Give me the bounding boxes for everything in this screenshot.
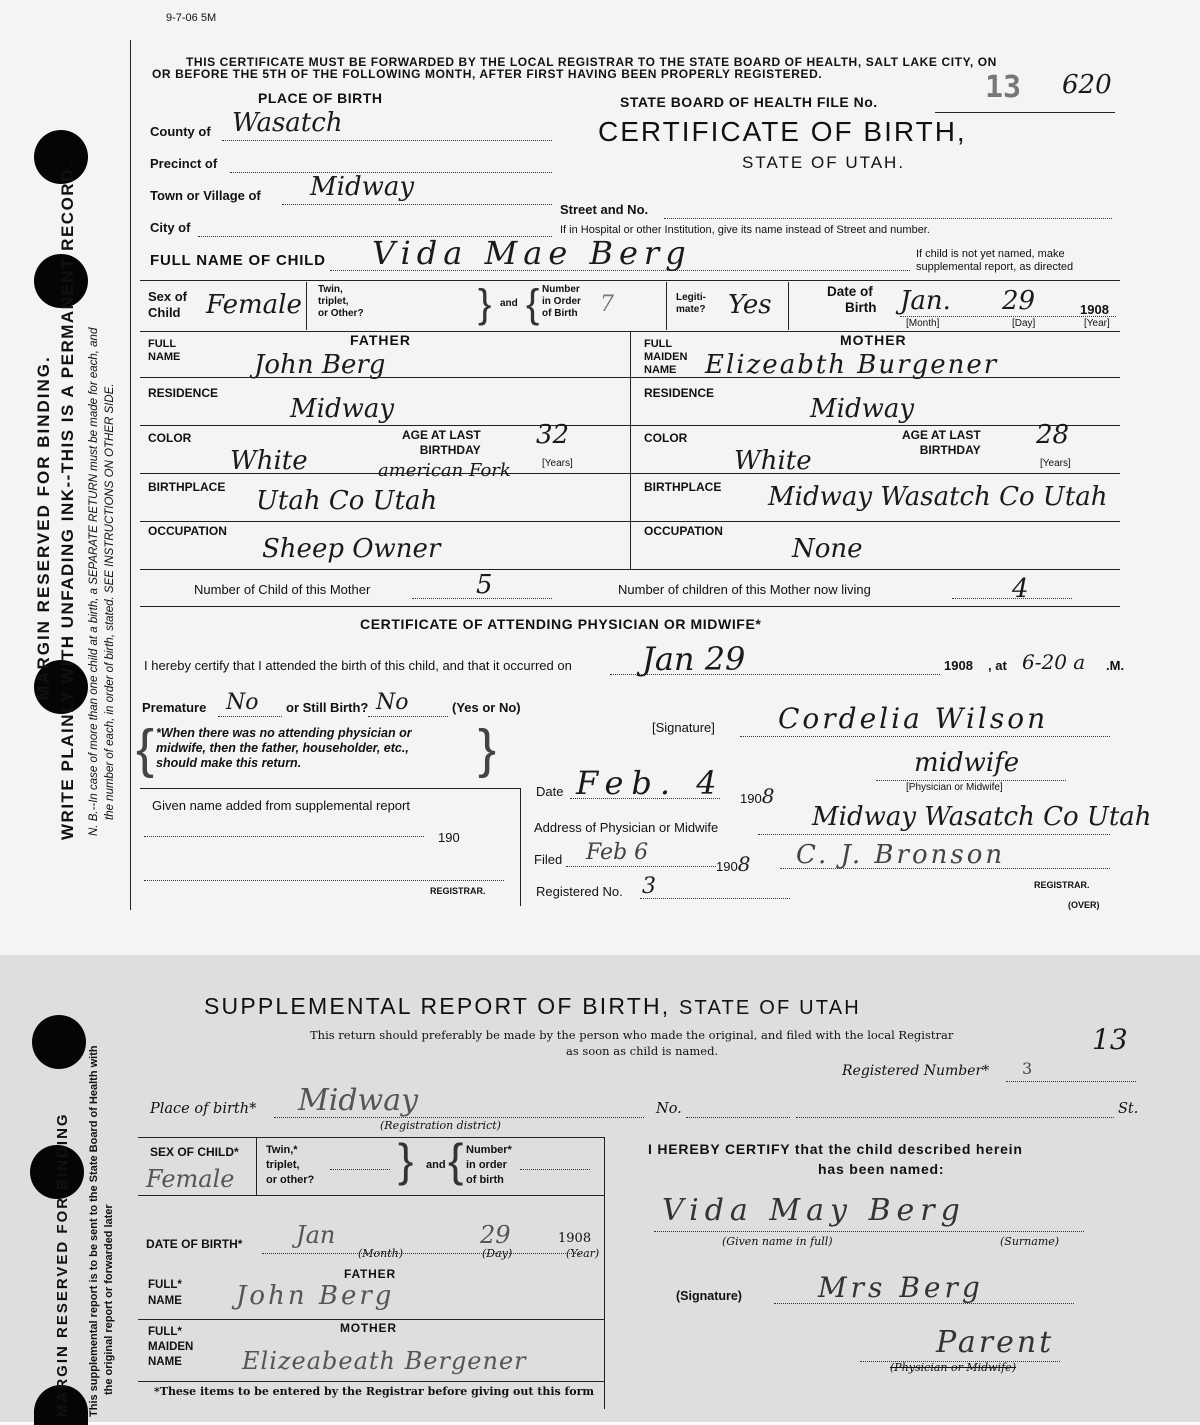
rule bbox=[666, 282, 667, 330]
physician-title: CERTIFICATE OF ATTENDING PHYSICIAN OR MIDWIFE* bbox=[360, 616, 762, 632]
supp-year-caption: (Year) bbox=[566, 1247, 600, 1260]
order-label-3: of Birth bbox=[542, 308, 578, 319]
supp-father-title: FATHER bbox=[344, 1267, 396, 1281]
town-label: Town or Village of bbox=[150, 188, 261, 203]
birth-time-hw: 6-20 a bbox=[1022, 650, 1086, 674]
file-number-handwritten: 620 bbox=[1062, 70, 1112, 100]
supp-twin-1: Twin,* bbox=[266, 1144, 298, 1156]
mother-birthplace-label: BIRTHPLACE bbox=[644, 480, 722, 494]
supp-sex-value: Female bbox=[146, 1165, 235, 1193]
full-label: FULL bbox=[644, 338, 673, 350]
rule bbox=[140, 425, 1120, 426]
town-value: Midway bbox=[310, 172, 415, 202]
mother-name: Elizeabth Burgener bbox=[705, 350, 999, 380]
notice-line1: THIS CERTIFICATE MUST BE FORWARDED BY THE LOCAL REGISTRAR TO THE STATE BOARD OF HEALTH, SALT LAKE CITY, ON bbox=[186, 55, 997, 69]
month-caption: [Month] bbox=[906, 318, 940, 329]
father-years-caption: [Years] bbox=[542, 458, 573, 469]
twin-label bbox=[318, 284, 364, 320]
supp-signature-value: Mrs Berg bbox=[818, 1271, 984, 1304]
father-title: FATHER bbox=[350, 332, 411, 348]
age-label-1: AGE AT LAST bbox=[402, 428, 481, 442]
father-occupation: Sheep Owner bbox=[262, 534, 441, 564]
supp-intro-2: as soon as child is named. bbox=[566, 1044, 719, 1058]
mother-birthplace: Midway Wasatch Co Utah bbox=[768, 482, 1108, 512]
supp-registered-value: 3 bbox=[1022, 1059, 1033, 1078]
supp-father-name: John Berg bbox=[236, 1281, 395, 1311]
date-label: Date bbox=[536, 784, 564, 799]
rule bbox=[140, 521, 1120, 522]
supp-dob-year bbox=[558, 1231, 591, 1246]
supp-registered-label: Registered Number* bbox=[842, 1063, 990, 1079]
supp-num-2: in order bbox=[466, 1159, 507, 1171]
age-label-1: AGE AT LAST bbox=[902, 428, 981, 442]
supp-twin-label bbox=[266, 1143, 314, 1188]
supp-relation-caption: (Physician or Midwife) bbox=[890, 1361, 1016, 1374]
supp-side-note-1: This supplemental report is to be sent to the State Board of Health with bbox=[88, 1045, 100, 1417]
filed-year-prefix: 190 bbox=[716, 859, 738, 874]
address-line bbox=[758, 834, 1110, 835]
supp-name-label: NAME bbox=[148, 1356, 182, 1368]
birth-date-hw: Jan 29 bbox=[642, 640, 746, 678]
supp-dob-year-prefix: 190 bbox=[558, 1231, 583, 1246]
permanent-record-label: WRITE PLAINLY WITH UNFADING INK--THIS IS A PERMANENT RECORD. bbox=[58, 161, 77, 840]
file-number-label: STATE BOARD OF HEALTH FILE No. bbox=[620, 94, 878, 110]
dob-label: Date of bbox=[827, 284, 873, 299]
brace: } bbox=[398, 1134, 414, 1186]
birth-year bbox=[944, 658, 973, 673]
rule bbox=[788, 282, 789, 330]
signature-label: [Signature] bbox=[652, 720, 715, 735]
day-caption: [Day] bbox=[1012, 318, 1036, 329]
filed-line bbox=[566, 866, 716, 867]
num-child-label: Number of Child of this Mother bbox=[194, 582, 371, 597]
given-name-label: Given name added from supplemental report bbox=[152, 798, 410, 813]
supp-mother-name: Elizeabeath Bergener bbox=[242, 1347, 527, 1375]
mother-color: White bbox=[734, 446, 812, 476]
midwife-note-1: *When there was no attending physician or bbox=[156, 726, 412, 740]
registrar-label: REGISTRAR. bbox=[1034, 880, 1090, 890]
registered-value: 3 bbox=[642, 874, 656, 899]
supp-margin-label: MARGIN RESERVED FOR BINDING bbox=[54, 1112, 71, 1417]
form-code: 9-7-06 5M bbox=[166, 12, 217, 24]
supp-side-note-2: the original report or forwarded later bbox=[103, 1204, 115, 1395]
supp-intro-1: This return should preferably be made by the person who made the original, and filed with the local Registrar bbox=[310, 1028, 954, 1042]
county-label: County of bbox=[150, 124, 211, 139]
given-name-line bbox=[144, 836, 424, 837]
brace: { bbox=[136, 719, 155, 779]
supp-district-caption: (Registration district) bbox=[380, 1119, 501, 1132]
midwife-note-2: midwife, then the father, householder, etc., bbox=[156, 741, 409, 755]
street-label: Street and No. bbox=[560, 202, 649, 217]
supp-mother-name-label bbox=[148, 1325, 193, 1370]
supp-day-caption: (Day) bbox=[482, 1247, 513, 1260]
address-value: Midway Wasatch Co Utah bbox=[812, 802, 1152, 832]
date-year-hw: 8 bbox=[761, 784, 775, 808]
file-number-line bbox=[935, 112, 1115, 113]
mother-occupation: None bbox=[792, 534, 863, 564]
supp-dob-year-hw: 8 bbox=[582, 1231, 592, 1246]
supp-footnote: *These items to be entered by the Registrar before giving out this form bbox=[154, 1385, 595, 1398]
order-label bbox=[542, 284, 581, 320]
rule bbox=[604, 1137, 605, 1409]
signature-value: Cordelia Wilson bbox=[778, 702, 1049, 735]
file-number-stamp: 13 bbox=[985, 70, 1022, 105]
supp-dob-label: DATE OF BIRTH* bbox=[146, 1237, 243, 1251]
still-birth-value: No bbox=[376, 690, 409, 715]
name-label: NAME bbox=[148, 351, 181, 363]
supp-full-label: FULL* bbox=[148, 1326, 182, 1338]
binding-hole bbox=[32, 1015, 86, 1069]
dob-year bbox=[1080, 302, 1109, 317]
premature-line bbox=[218, 716, 282, 717]
father-name-label bbox=[148, 338, 180, 364]
supp-certify-2: has been named: bbox=[818, 1161, 945, 1177]
supp-and: and bbox=[426, 1159, 446, 1171]
county-line bbox=[222, 140, 552, 141]
nb-note-line2: the number of each, in order of birth, stated. SEE INSTRUCTIONS ON OTHER SIDE. bbox=[104, 383, 116, 820]
father-residence-label: RESIDENCE bbox=[148, 386, 219, 400]
supp-month-caption: (Month) bbox=[358, 1247, 404, 1260]
sex-label-2: Child bbox=[148, 305, 181, 320]
certificate-title: CERTIFICATE OF BIRTH, bbox=[598, 116, 967, 147]
supp-street-line bbox=[796, 1117, 1114, 1118]
supp-place-label: Place of birth* bbox=[150, 1101, 257, 1117]
mother-title: MOTHER bbox=[840, 332, 907, 348]
sex-value: Female bbox=[206, 290, 302, 320]
still-birth-line bbox=[368, 716, 448, 717]
town-line bbox=[282, 204, 552, 205]
num-living-value: 4 bbox=[1012, 574, 1029, 604]
notice-line2: OR BEFORE THE 5TH OF THE FOLLOWING MONTH, AFTER FIRST HAVING BEEN PROPERLY REGISTERED. bbox=[152, 67, 823, 81]
and-label: and bbox=[500, 298, 518, 309]
registrar-signature: C. J. Bronson bbox=[796, 840, 1006, 870]
twin-label-2: triplet, bbox=[318, 296, 349, 307]
mother-age-label bbox=[902, 428, 981, 458]
mother-color-label: COLOR bbox=[644, 431, 688, 445]
supp-given-caption: (Given name in full) bbox=[722, 1235, 833, 1248]
dob-day: 29 bbox=[1002, 286, 1036, 316]
legit-label-1: Legiti- bbox=[676, 292, 706, 303]
twin-label-1: Twin, bbox=[318, 284, 343, 295]
supp-twin-line bbox=[330, 1169, 390, 1170]
unnamed-note-line2: supplemental report, as directed bbox=[916, 261, 1074, 273]
father-residence: Midway bbox=[290, 394, 395, 424]
margin-label: MARGIN RESERVED FOR BINDING. bbox=[34, 355, 53, 700]
supp-full-label: FULL* bbox=[148, 1279, 182, 1291]
father-birthplace: Utah Co Utah bbox=[256, 486, 438, 516]
order-label-1: Number bbox=[542, 284, 580, 295]
maiden-label: MAIDEN bbox=[644, 351, 688, 363]
precinct-label: Precinct of bbox=[150, 156, 218, 171]
premature-label: Premature bbox=[142, 700, 207, 715]
city-label: City of bbox=[150, 220, 191, 235]
num-child-value: 5 bbox=[476, 570, 493, 600]
num-living-label: Number of children of this Mother now living bbox=[618, 582, 871, 597]
supplemental-report bbox=[0, 955, 1200, 1422]
supp-name-label: NAME bbox=[148, 1295, 182, 1307]
certificate-subtitle: STATE OF UTAH. bbox=[742, 153, 906, 172]
supp-relation: Parent bbox=[936, 1325, 1055, 1360]
dob-label-2: Birth bbox=[845, 300, 877, 315]
street-line bbox=[664, 218, 1112, 219]
rule bbox=[520, 788, 521, 906]
legit-label bbox=[676, 292, 706, 316]
dob-month: Jan. bbox=[900, 286, 951, 316]
signature-line bbox=[740, 736, 1110, 737]
margin-rule bbox=[130, 40, 131, 910]
supp-title-state: STATE OF UTAH bbox=[678, 997, 861, 1019]
supp-certify-1: I HEREBY CERTIFY that the child described herein bbox=[648, 1141, 1023, 1157]
supp-given-line bbox=[654, 1231, 1084, 1232]
midwife-note bbox=[156, 726, 412, 771]
supp-num-3: of birth bbox=[466, 1174, 504, 1186]
father-birthplace-label: BIRTHPLACE bbox=[148, 480, 226, 494]
supp-no-label: No. bbox=[656, 1101, 682, 1117]
rule bbox=[140, 377, 1120, 378]
given-name-year: 190 bbox=[438, 830, 460, 845]
certify-text: I hereby certify that I attended the birth of this child, and that it occurred on bbox=[144, 658, 572, 673]
supp-maiden-label: MAIDEN bbox=[148, 1341, 194, 1353]
place-of-birth-title: PLACE OF BIRTH bbox=[258, 90, 383, 106]
twin-label-3: or Other? bbox=[318, 308, 364, 319]
father-color: White bbox=[230, 446, 308, 476]
rule bbox=[140, 280, 1120, 281]
year-caption: [Year] bbox=[1084, 318, 1110, 329]
supp-surname-caption: (Surname) bbox=[1000, 1235, 1060, 1248]
filed-label: Filed bbox=[534, 852, 563, 867]
rule bbox=[140, 473, 1120, 474]
age-label-2: BIRTHDAY bbox=[919, 443, 981, 457]
still-birth-label: or Still Birth? bbox=[286, 700, 369, 715]
name-label: NAME bbox=[644, 364, 677, 376]
father-name: John Berg bbox=[254, 350, 386, 380]
supp-st-label: St. bbox=[1118, 1101, 1139, 1117]
dob-line bbox=[900, 316, 1116, 317]
supp-no-line bbox=[686, 1117, 790, 1118]
at-label: , at bbox=[988, 658, 1007, 673]
title-line bbox=[876, 780, 1066, 781]
rule bbox=[138, 1381, 604, 1382]
brace: } bbox=[478, 282, 492, 326]
mother-residence: Midway bbox=[810, 394, 915, 424]
supp-number-line bbox=[520, 1169, 590, 1170]
father-birthplace-extra: american Fork bbox=[378, 460, 511, 481]
mother-name-label bbox=[644, 338, 687, 377]
rule bbox=[140, 569, 1120, 570]
physician-caption: [Physician or Midwife] bbox=[906, 782, 1003, 793]
supp-dob-month: Jan bbox=[296, 1221, 336, 1249]
filed-year-hw: 8 bbox=[737, 852, 751, 876]
yes-no-label: (Yes or No) bbox=[452, 700, 521, 715]
date-year bbox=[740, 784, 774, 808]
full-label: FULL bbox=[148, 338, 177, 350]
supp-twin-2: triplet, bbox=[266, 1159, 300, 1171]
dob-year-hw: 8 bbox=[1101, 302, 1109, 317]
m-label: .M. bbox=[1106, 658, 1125, 673]
supp-dob-day: 29 bbox=[480, 1221, 511, 1249]
rule bbox=[306, 282, 307, 330]
unnamed-note: If child is not yet named, make bbox=[916, 248, 1065, 260]
date-hw: Feb. 4 bbox=[576, 764, 725, 802]
address-label: Address of Physician or Midwife bbox=[534, 820, 719, 835]
hospital-note: If in Hospital or other Institution, give its name instead of Street and number. bbox=[560, 224, 930, 236]
supp-signature-label: (Signature) bbox=[676, 1289, 742, 1303]
supp-title-main: SUPPLEMENTAL REPORT OF BIRTH, bbox=[204, 993, 671, 1019]
legit-value: Yes bbox=[728, 290, 772, 320]
supp-place-value: Midway bbox=[298, 1083, 419, 1118]
mother-age: 28 bbox=[1036, 420, 1070, 450]
rule bbox=[138, 1195, 604, 1196]
midwife-note-3: should make this return. bbox=[156, 756, 302, 770]
dob-year-prefix: 190 bbox=[1080, 302, 1102, 317]
age-label-2: BIRTHDAY bbox=[419, 443, 481, 457]
supp-sex-label: SEX OF CHILD* bbox=[150, 1145, 239, 1159]
brace: } bbox=[478, 719, 497, 779]
legit-label-2: mate? bbox=[676, 304, 706, 315]
supp-title bbox=[204, 993, 861, 1020]
rule bbox=[138, 1137, 604, 1138]
over-label: (OVER) bbox=[1068, 900, 1100, 910]
county-value: Wasatch bbox=[232, 108, 343, 138]
registered-line bbox=[640, 898, 790, 899]
premature-value: No bbox=[226, 690, 259, 715]
birth-year-hw: 8 bbox=[965, 658, 973, 673]
supp-registered-line bbox=[1006, 1081, 1136, 1082]
supp-file-number: 13 bbox=[1092, 1023, 1128, 1056]
brace: { bbox=[526, 282, 540, 326]
rule bbox=[630, 331, 631, 569]
midwife-title-hw: midwife bbox=[914, 748, 1020, 778]
order-value: 7 bbox=[600, 292, 614, 317]
order-label-2: in Order bbox=[542, 296, 581, 307]
mother-residence-label: RESIDENCE bbox=[644, 386, 715, 400]
supp-twin-3: or other? bbox=[266, 1174, 315, 1186]
given-registrar-label: REGISTRAR. bbox=[430, 886, 486, 896]
supp-number-label bbox=[466, 1143, 512, 1188]
registered-label: Registered No. bbox=[536, 884, 623, 899]
father-age-label bbox=[402, 428, 481, 458]
birth-year-prefix: 190 bbox=[944, 658, 966, 673]
date-year-prefix: 190 bbox=[740, 791, 762, 806]
given-name-line bbox=[144, 880, 504, 881]
supp-father-name-label bbox=[148, 1277, 182, 1309]
sex-label: Sex of bbox=[148, 289, 188, 304]
full-name-label: FULL NAME OF CHILD bbox=[150, 252, 326, 269]
mother-years-caption: [Years] bbox=[1040, 458, 1071, 469]
filed-hw: Feb 6 bbox=[586, 840, 649, 865]
supp-num-1: Number* bbox=[466, 1144, 512, 1156]
father-occupation-label: OCCUPATION bbox=[148, 524, 227, 538]
father-color-label: COLOR bbox=[148, 431, 192, 445]
rule bbox=[140, 788, 520, 789]
full-name-value: Vida Mae Berg bbox=[372, 234, 692, 272]
supp-mother-title: MOTHER bbox=[340, 1321, 397, 1335]
father-age: 32 bbox=[536, 420, 570, 450]
supp-given-name: Vida May Berg bbox=[662, 1193, 966, 1228]
mother-occupation-label: OCCUPATION bbox=[644, 524, 723, 538]
rule bbox=[256, 1137, 257, 1195]
brace: { bbox=[448, 1134, 464, 1186]
nb-note-line1: N. B.--In case of more than one child at a birth, a SEPARATE RETURN must be made for each, and bbox=[88, 327, 100, 836]
rule bbox=[138, 1319, 604, 1320]
rule bbox=[140, 606, 1120, 607]
filed-year bbox=[716, 852, 750, 876]
supp-dob-line bbox=[262, 1253, 582, 1254]
